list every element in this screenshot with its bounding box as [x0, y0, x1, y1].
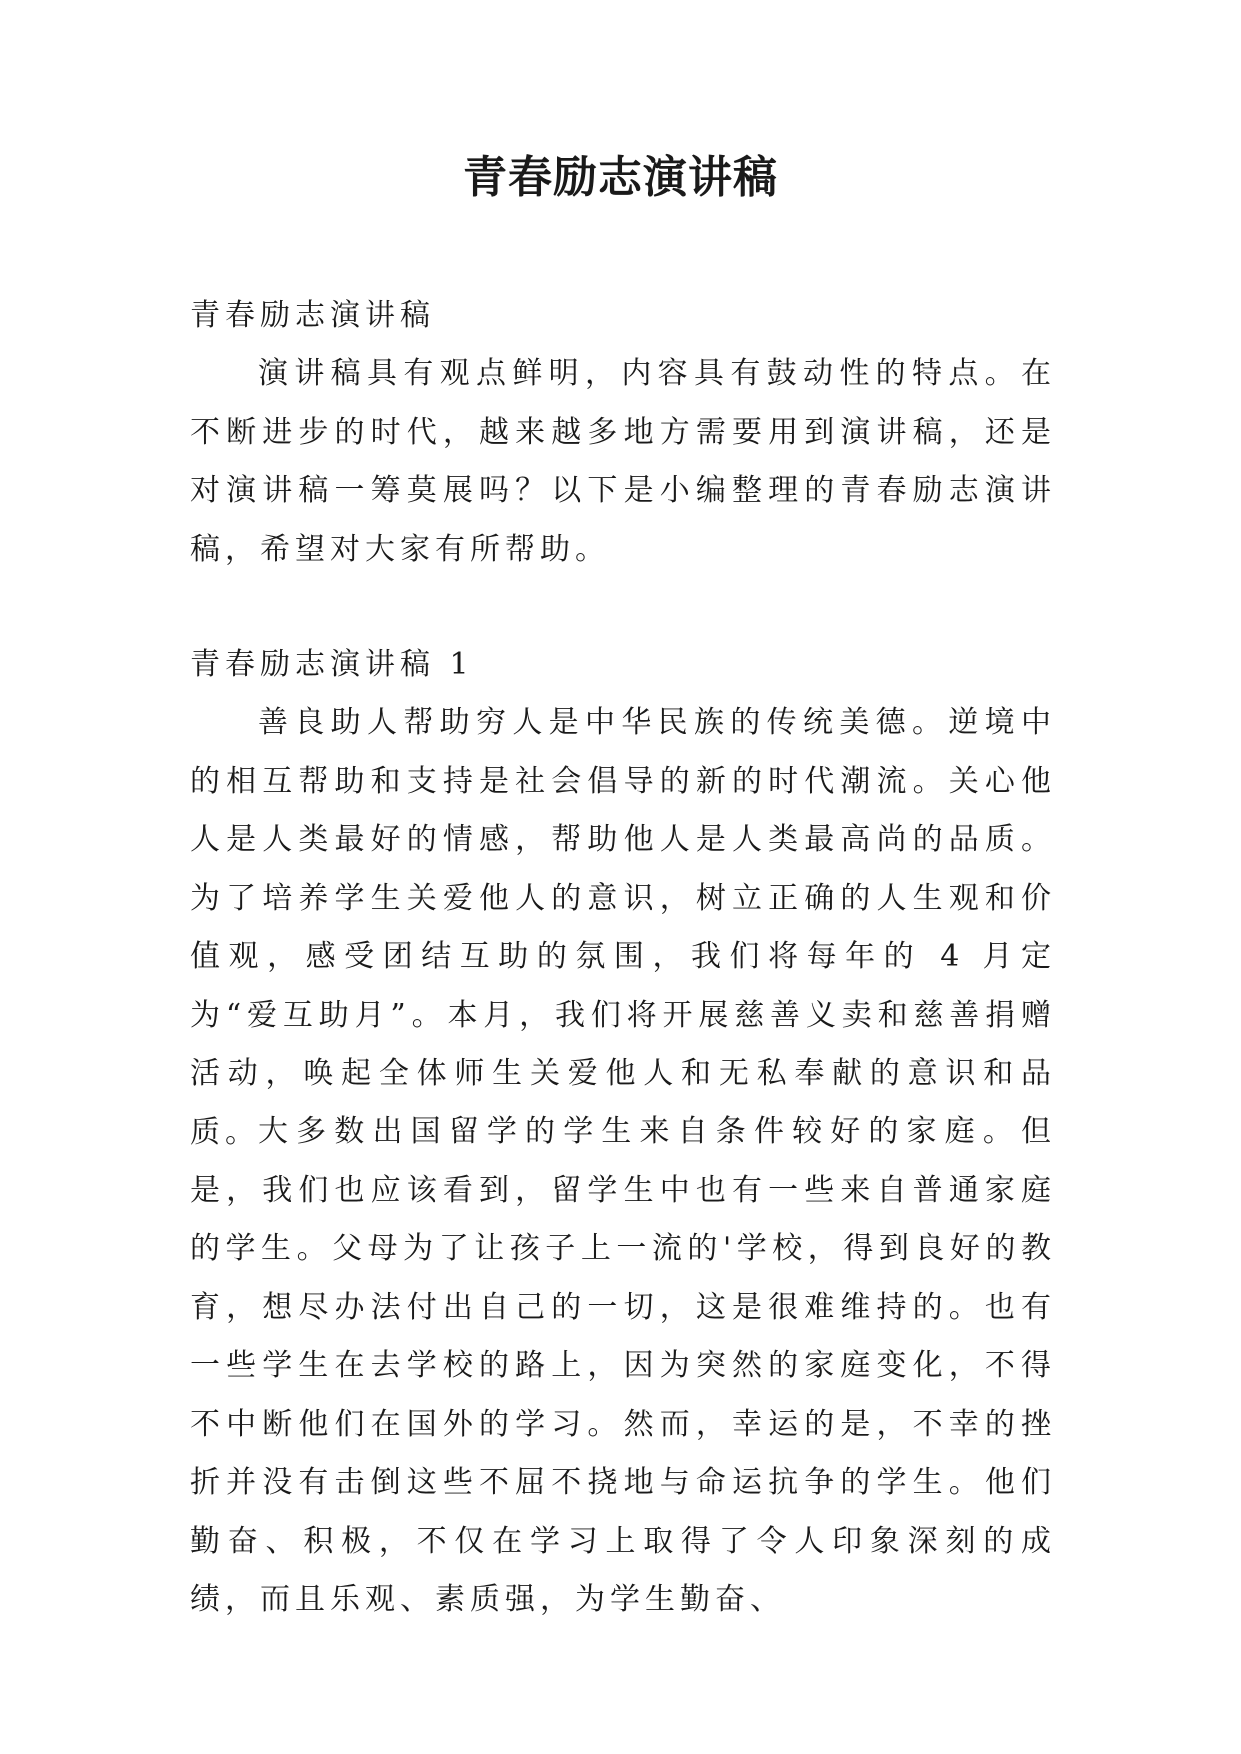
intro-paragraph: 演讲稿具有观点鲜明，内容具有鼓动性的特点。在不断进步的时代，越来越多地方需要用到演讲稿，还是对演讲稿一筹莫展吗？以下是小编整理的青春励志演讲稿，希望对大家有所帮助。 — [190, 356, 1056, 567]
section-paragraph: 善良助人帮助穷人是中华民族的传统美德。逆境中的相互帮助和支持是社会倡导的新的时代潮流。关心他人是人类最好的情感，帮助他人是人类最高尚的品质。为了培养学生关爱他人的意识，树立正确的人生观和价值观，感受团结互助的氛围，我们将每年的 4 月定为“爱互助月”。本月，我们将开展慈善义卖和慈善捐赠活动，唤起全体师生关爱他人和无私奉献的意识和品质。 — [190, 705, 1056, 1150]
intro-heading: 青春励志演讲稿 — [190, 298, 435, 333]
section-heading: 青春励志演讲稿 1 — [190, 647, 474, 682]
section-paragraph: 大多数出国留学的学生来自条件较好的家庭。但是，我们也应该看到，留学生中也有一些来自普通家庭的学生。父母为了让孩子上一流的'学校，得到良好的教育，想尽办法付出自己的一切，这是很难维持的。也有一些学生在去学校的路上，因为突然的家庭变化，不得不中断他们在国外的学习。然而，幸运的是，不幸的挫折并没有击倒这些不屈不挠地与命运抗争的学生。他们勤奋、积极，不仅在学习上取得了令人印象深刻的成绩，而且乐观、素质强，为学生勤奋、 — [190, 1114, 1056, 1617]
document-title: 青春励志演讲稿 — [463, 152, 778, 203]
